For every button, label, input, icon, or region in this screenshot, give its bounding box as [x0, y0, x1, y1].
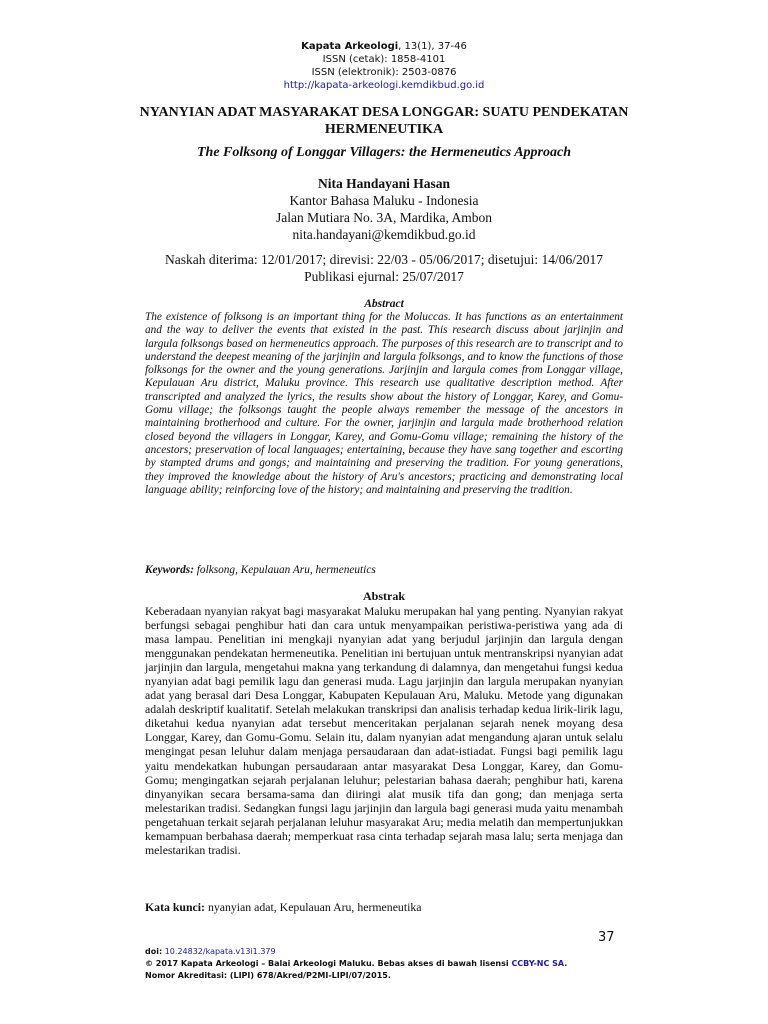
accreditation-line: Nomor Akreditasi: (LIPI) 678/Akred/P2MI-LIPI/07/2015.: [145, 971, 391, 980]
keywords-line: [145, 564, 623, 576]
author-affiliation: Kantor Bahasa Maluku - Indonesia: [289, 193, 479, 208]
journal-citation: [0, 40, 768, 53]
kata-kunci-label: Kata kunci:: [145, 900, 205, 914]
published-date: Publikasi ejurnal: 25/07/2017: [304, 269, 464, 284]
page-number: 37: [598, 930, 615, 945]
article-subtitle: The Folksong of Longgar Villagers: the Hermeneutics Approach: [196, 145, 571, 160]
abstrak-text: Keberadaan nyanyian rakyat bagi masyarakat Maluku merupakan hal yang penting. Nyanyian rakyat berfungsi sebagai penghibur hati dan cara untuk menyampaikan peristiwa-peristiwa yang ada di masa lampau. Penelitian ini mengkaji nyanyian adat yang berjudul jarjinjin dan largula dengan menggunakan pendekatan hermeneutika. Penelitian ini bertujuan untuk mentranskripsi nyanyian adat jarjinjin dan largula, mengetahui makna yang terkandung di dalamnya, dan mengetahui fungsi kedua nyanyian adat bagi pemilik lagu dan generasi muda. Lagu jarjinjin dan largula merupakan nyanyian adat yang berasal dari Desa Longgar, Kabupaten Kepulauan Aru, Maluku. Metode yang digunakan adalah deskriptif kualitatif. Setelah melakukan transkripsi dan analisis terhadap kedua lirik-lirik lagu, diketahui kedua nyanyian adat tersebut menceritakan perjalanan sejarah nenek moyang desa Longgar, Karey, dan Gomu-Gomu. Selain itu, dalam nyanyian adat mengandung ajaran untuk selalu mengingat pesan leluhur dalam menjaga persaudaraan dan adat-istiadat. Fungsi bagi pemilik lagu yaitu mendekatkan hubungan persaudaraan antar masyarakat Desa Longgar, Karey, dan Gomu-Gomu; mengingatkan sejarah perjalanan leluhur; pelestarian bahasa daerah; penghibur hati, karena dinyanyikan secara bersama-sama dan diiringi alat musik tifa dan gong; dan menjaga serta melestarikan tradisi. Sedangkan fungsi lagu jarjinjin dan largula bagi generasi muda yaitu menambah pengetahuan terkait sejarah perjalanan leluhur masyarakat Aru; media melatih dan mempertunjukkan kemampuan berbahasa daerah; memperkuat rasa cinta terhadap sejarah masa lalu; serta menjaga dan melestarikan tradisi.: [145, 604, 623, 857]
abstract-text: The existence of folksong is an important thing for the Moluccas. It has functions as an entertainment and the way to deliver the events that existed in the past. This research discuss about jarjinjin and largula folksongs based on hermeneutics approach. The purposes of this research are to transcript and to understand the deepest meaning of the jarjinjin and largula folksongs, and to know the functions of those folksongs for the owner and the young generations. Jarjinjin and largula comes from Longgar village, Kepulauan Aru district, Maluku province. This research use qualitative description method. After transcripted and analyzed the lyrics, the results show about the history of Longgar, Karey, and Gomu-Gomu village; the folksongs taught the people always remember the message of the ancestors in maintaining brotherhood and culture. For the owner, jarjinjin and largula made brotherhood relation closed beyond the villagers in Longgar, Karey, and Gomu-Gomu village; remaining the history of the ancestors; preservation of local languages; entertaining, because they have sang together and escorting by stampted drums and gongs; and maintaining and preserving the tradition. For young generations, they improved the knowledge about the history of Aru's ancestors; practicing and demonstrating local language ability; reinforcing love of the history; and maintaining and preserving the tradition.: [145, 311, 623, 496]
article-title: NYANYIAN ADAT MASYARAKAT DESA LONGGAR: SUATU PENDEKATAN HERMENEUTIKA: [139, 105, 629, 137]
doi-link[interactable]: 10.24832/kapata.v13i1.379: [164, 947, 276, 956]
abstrak-heading: Abstrak: [362, 589, 405, 603]
received-dates: Naskah diterima: 12/01/2017; direvisi: 22/03 - 05/06/2017; disetujui: 14/06/2017: [165, 252, 603, 267]
kata-kunci-line: [145, 900, 623, 915]
journal-url-link[interactable]: http://kapata-arkeologi.kemdikbud.go.id: [283, 80, 485, 91]
keywords-value: folksong, Kepulauan Aru, hermeneutics: [196, 564, 376, 576]
author-address: Jalan Mutiara No. 3A, Mardika, Ambon: [276, 210, 492, 225]
keywords-label: Keywords:: [145, 564, 194, 576]
license-link[interactable]: CCBY-NC SA: [511, 959, 565, 968]
copyright-line: © 2017 Kapata Arkeologi – Balai Arkeologi Maluku. Bebas akses di bawah lisensi CCBY-NC SA.: [145, 959, 568, 968]
journal-header: [0, 40, 768, 92]
author-name: Nita Handayani Hasan: [317, 176, 451, 191]
journal-name: Kapata Arkeologi: [301, 41, 399, 52]
page-footer: [145, 946, 645, 982]
issn-print: ISSN (cetak): 1858-4101: [322, 54, 446, 65]
submission-dates: [0, 251, 768, 285]
issn-online: ISSN (elektronik): 2503-0876: [311, 67, 457, 78]
kata-kunci-value: nyanyian adat, Kepulauan Aru, hermeneutika: [207, 900, 422, 914]
doi-label: doi:: [145, 947, 163, 956]
copyright-text: © 2017 Kapata Arkeologi – Balai Arkeologi Maluku. Bebas akses di bawah lisensi: [145, 959, 509, 968]
abstract-heading: Abstract: [364, 298, 404, 310]
author-email: nita.handayani@kemdikbud.go.id: [292, 227, 476, 242]
author-block: [0, 175, 768, 243]
journal-volume: , 13(1), 37-46: [398, 41, 467, 52]
